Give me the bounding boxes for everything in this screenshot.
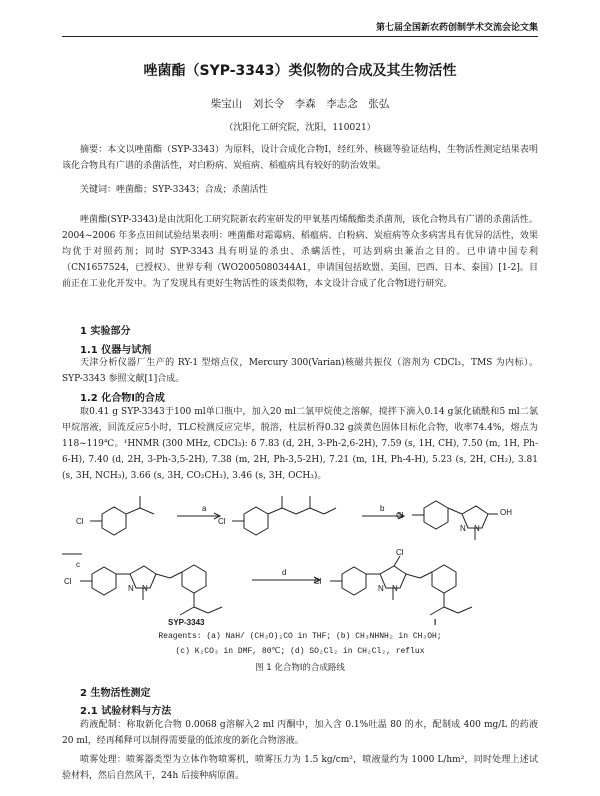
reaction-scheme	[62, 494, 538, 674]
n-label: N	[474, 524, 480, 533]
introduction: 唑菌酯(SYP-3343)是由沈阳化工研究院新农药室研发的甲氧基丙烯酸酯类杀菌剂，该化合物具有广谱的杀菌活性。2004~2006 年多点田间试验结果表明：唑菌酯对霜霉病、稻瘟病、白粉病、炭疽病等众多病害具有优异的活性，效果均优于对照药剂；同时 SYP-3343 具有明显的杀虫、杀螨活性，可达到病虫兼治之目的。已申请中国专利（CN1657524，已授权）、世界专利（WO2005080344A1，申请国包括欧盟、美国、巴西、日本、泰国）[1-2]。目前正在工业化开发中。为了发现具有更好生物活性的该类似物，本文设计合成了化合物Ⅰ进行研究。	[62, 215, 538, 289]
benzene-ring-4	[92, 567, 116, 595]
compound-I-label: I	[434, 618, 437, 627]
instruments-text: 天津分析仪器厂生产的 RY-1 型熔点仪，Mercury 300(Varian)核磁共振仪（溶剂为 CDCl₃，TMS 为内标）。SYP-3343 参照文献[1]合成。	[62, 358, 538, 384]
authors: 柴宝山 刘长令 李森 李志念 张弘	[210, 98, 390, 110]
cl-label: Cl	[76, 517, 84, 526]
reagents-line-1: Reagents: (a) NaH/ (CH₃O)₂CO in THF; (b) CH₃NHNH₂ in CH₃OH;	[158, 632, 442, 641]
benzene-ring-I	[432, 565, 456, 593]
benzene-ring-syp	[182, 565, 206, 593]
benzene-ring-1	[102, 507, 126, 535]
running-head: 第七届全国新农药创制学术交流会论文集	[375, 23, 538, 33]
section-1-heading: 1 实验部分	[80, 326, 131, 337]
cl-label: Cl	[218, 517, 226, 526]
header-rule	[62, 36, 538, 37]
arrow-d-label: d	[282, 568, 287, 577]
paper-title: 唑菌酯（SYP-3343）类似物的合成及其生物活性	[143, 63, 457, 79]
cl-label: Cl	[314, 577, 322, 586]
drug-preparation: 药液配制：称取新化合物 0.0068 g溶解入2 ml 丙酮中，加入含 0.1%吐温 80 的水，配制成 400 mg/L 的药液 20 ml，经再稀释可以制得需要量的低浓度的新化合物溶液。	[62, 720, 538, 746]
section-2-heading: 2 生物活性测定	[80, 688, 151, 699]
n-label: N	[378, 584, 384, 593]
synthesis-text: 取0.41 g SYP-3343于100 ml单口瓶中，加入20 ml二氯甲烷使之溶解，搅拌下滴入0.14 g氯化硫酰和5 ml二氯甲烷溶液，回流反应5小时，TLC检测反应完毕，脱溶，柱层析得0.32 g淡黄色固体目标化合物，收率74.4%，熔点为118~119℃。¹HNMR (300 MHz, CDCl₃): δ 7.83 (d, 2H, 3-Ph-2,6-2H), 7.59 (s, 1H, CH), 7.50 (m, 1H, Ph-6-H), 7.40 (d, 2H, 3-Ph-3,5-2H), 7.38 (m, 2H, Ph-3,5-2H), 7.21 (m, 1H, Ph-4-H), 5.23 (s, 2H, CH₂), 3.81 (s, 3H, NCH₃), 3.66 (s, 3H, CO₂CH₃), 3.46 (s, 3H, OCH₃)。	[62, 407, 538, 481]
keywords: 关键词：唑菌酯；SYP-3343；合成；杀菌活性	[80, 185, 268, 195]
arrow-a-label: a	[202, 504, 207, 513]
n-label: N	[142, 584, 148, 593]
cl-label: Cl	[396, 548, 404, 557]
figure-title: 图 1 化合物Ⅰ的合成路线	[255, 663, 345, 673]
arrow-c-label: c	[76, 560, 80, 569]
syp-3343-label: SYP-3343	[168, 618, 205, 627]
scheme-drawing	[62, 494, 538, 654]
section-1-1-heading: 1.1 仪器与试剂	[80, 345, 152, 356]
n-label: N	[128, 584, 134, 593]
cl-label: Cl	[396, 511, 404, 520]
section-2-1-heading: 2.1 试验材料与方法	[80, 706, 172, 717]
section-1-2-heading: 1.2 化合物Ⅰ的合成	[80, 393, 165, 404]
abstract: 摘要：本文以唑菌酯（SYP-3343）为原料，设计合成化合物Ⅰ，经红外、核磁等验证结构，生物活性测定结果表明该化合物具有广谱的杀菌活性，对白粉病、炭疽病、稻瘟病具有较好的防治效果。	[62, 145, 538, 171]
affiliation: （沈阳化工研究院，沈阳，110021）	[224, 123, 376, 133]
cl-label: Cl	[64, 577, 72, 586]
benzene-ring-3	[424, 501, 448, 529]
benzene-ring-2	[244, 507, 268, 535]
reagents-line-2: (c) K₂CO₃ in DMF, 80℃; (d) SO₂Cl₂ in CH₂Cl₂, reflux	[175, 647, 425, 656]
arrow-b-label: b	[380, 504, 385, 513]
n-label: N	[460, 524, 466, 533]
oh-label: OH	[500, 508, 512, 517]
spray-treatment: 喷雾处理：喷雾器类型为立体作物喷雾机，喷雾压力为 1.5 kg/cm²，喷液量约为 1000 L/hm²，同时处理上述试验材料，然后自然风干，24h 后接种病原菌。	[62, 755, 538, 781]
n-label: N	[392, 584, 398, 593]
benzene-ring-5	[342, 567, 366, 595]
